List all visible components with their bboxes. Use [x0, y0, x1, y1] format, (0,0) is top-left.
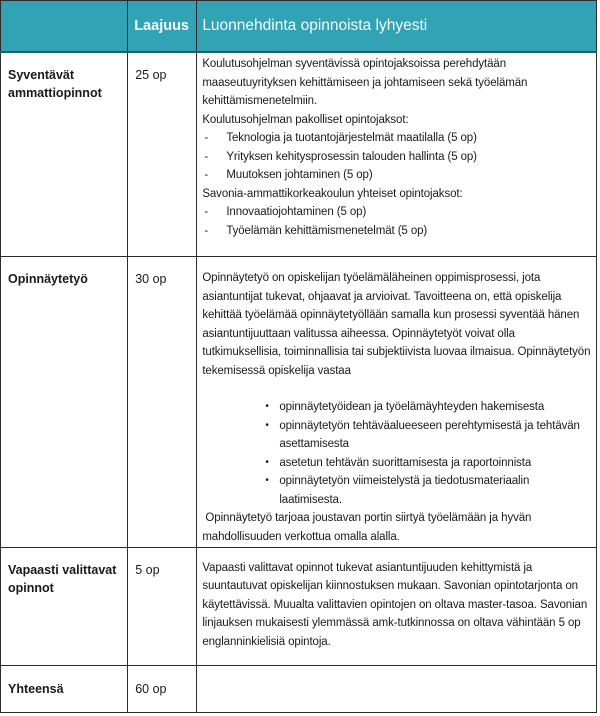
row-scope: 5 op: [128, 547, 197, 665]
description-outro: Opinnäytetyö tarjoaa joustavan portin siirtyä työelämään ja hyvän mahdollisuuden verkottua omalla alalla.: [202, 512, 535, 543]
dash-marker: -: [204, 224, 209, 237]
list-item: [202, 222, 592, 241]
list-item: [202, 398, 592, 417]
row-label: Vapaasti valittavat opinnot: [1, 547, 128, 665]
table-row-total: [1, 665, 597, 712]
list-item: [202, 472, 592, 509]
course-name: Teknologia ja tuotantojärjestelmät maatilalla (5 op): [226, 132, 477, 145]
list-item: [202, 417, 592, 454]
table-row: [1, 52, 597, 256]
bullet-icon: •: [265, 419, 269, 431]
row-description: [197, 52, 597, 256]
list-item: [202, 166, 592, 185]
mandatory-heading: Koulutusohjelman pakolliset opintojaksot:: [202, 113, 409, 126]
dash-marker: -: [204, 150, 209, 163]
bullet-text: asetetun tehtävän suorittamisesta ja raportoinnista: [279, 456, 532, 469]
course-name: Muutoksen johtaminen (5 op): [226, 169, 373, 182]
bullet-icon: •: [265, 456, 269, 468]
dash-marker: -: [204, 206, 209, 219]
list-item: [202, 203, 592, 222]
header-scope: Laajuus: [128, 1, 197, 53]
row-label: Syventävät ammattiopinnot: [1, 52, 128, 256]
table-header-row: [1, 1, 597, 53]
row-scope: 30 op: [128, 257, 197, 548]
bullet-icon: •: [265, 475, 269, 487]
row-description: [197, 257, 597, 548]
dash-marker: -: [204, 132, 209, 145]
row-scope: 60 op: [128, 665, 197, 712]
course-name: Innovaatiojohtaminen (5 op): [226, 206, 367, 219]
bullet-text: opinnäytetyöidean ja työelämäyhteyden hakemisesta: [279, 401, 545, 414]
row-label: Yhteensä: [1, 665, 128, 712]
header-description: Luonnehdinta opinnoista lyhyesti: [197, 1, 597, 53]
course-name: Työelämän kehittämismenetelmät (5 op): [226, 224, 428, 237]
list-item: [202, 148, 592, 167]
row-label: Opinnäytetyö: [1, 257, 128, 548]
bullet-text: opinnäytetyön tehtäväalueeseen perehtymisestä ja tehtävän asettamisesta: [279, 419, 580, 451]
row-description: [197, 547, 597, 665]
description-text: Vapaasti valittavat opinnot tukevat asiantuntijuuden kehittymistä ja suuntautuvat opiskelijan kiinnostuksen mukaan. Savonian opintotarjonta on käytettävissä. Muualta valittavien opintojen on oltava master-tasoa. Savonian linjauksen mukaisesti ylemmässä amk-tutkinnossa on oltava vähintään 5 op englanninkielisiä opintoja.: [202, 561, 588, 648]
row-description: [197, 665, 597, 712]
bullet-text: opinnäytetyön viimeistelystä ja tiedotusmateriaalin laatimisesta.: [279, 475, 530, 506]
description-intro: Koulutusohjelman syventävissä opintojaksoissa perehdytään maaseutuyrityksen kehittämiseen ja johtamiseen sekä työelämän kehittämismenetelmiin.: [202, 58, 528, 108]
bullet-icon: •: [265, 401, 269, 413]
header-empty-cell: [1, 1, 128, 53]
description-intro: Opinnäytetyö on opiskelijan työelämäläheinen oppimisprosessi, jota asiantuntijat tukevat, ohjaavat ja arvioivat. Tavoitteena on, että opiskelija kehittää työelämää opinnäytetyöllään samalla kun prosessi syventää hänen asiantuntijuuttaan valitussa aiheessa. Opinnäytetyöt voivat olla tutkimuksellisia, toiminnallisia tai subjektiivista luovaa ilmaisua. Opinnäytetyön tekemisessä opiskelija vastaa: [202, 272, 591, 377]
list-item: [202, 129, 592, 148]
row-scope: 25 op: [128, 52, 197, 256]
table-row: [1, 257, 597, 548]
table-row: [1, 547, 597, 665]
common-heading: Savonia-ammattikorkeakoulun yhteiset opintojaksot:: [202, 187, 463, 200]
course-name: Yrityksen kehitysprosessin talouden hallinta (5 op): [226, 150, 477, 163]
dash-marker: -: [204, 169, 209, 182]
list-item: [202, 454, 592, 473]
